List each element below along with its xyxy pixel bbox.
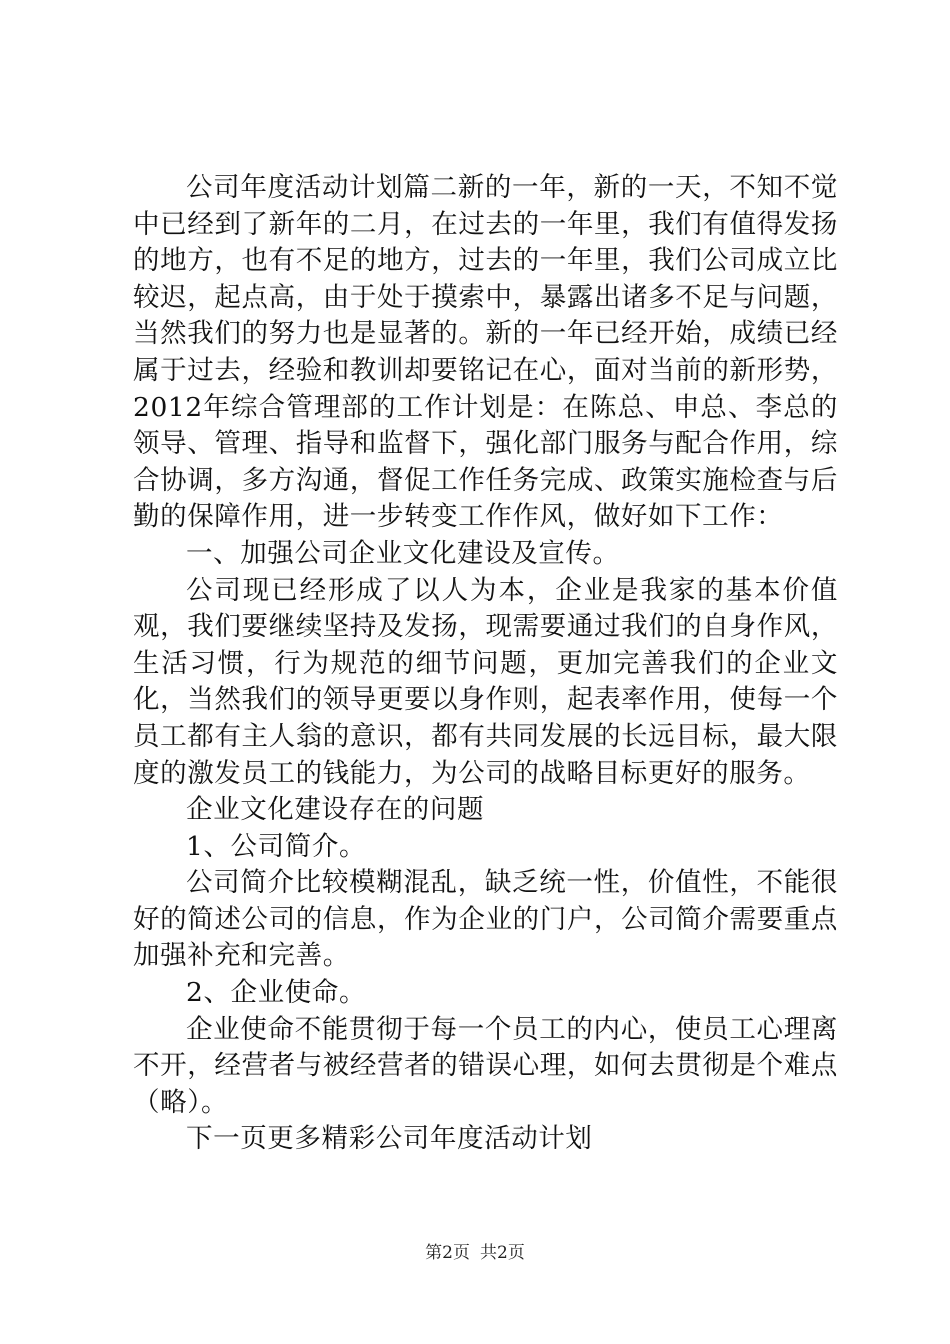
page-footer xyxy=(0,1242,950,1264)
paragraph-intro: 公司年度活动计划篇二新的一年，新的一天，不知不觉中已经到了新年的二月，在过去的一年里，我们有值得发扬的地方，也有不足的地方，过去的一年里，我们公司成立比较迟，起点高，由于处于摸索中，暴露出诸多不足与问题，当然我们的努力也是显著的。新的一年已经开始，成绩已经属于过去，经验和教训却要铭记在心，面对当前的新形势，2012年综合管理部的工作计划是：在陈总、申总、李总的领导、管理、指导和监督下，强化部门服务与配合作用，综合协调，多方沟通，督促工作任务完成、政策实施检查与后勤的保障作用，进一步转变工作作风，做好如下工作： xyxy=(133,172,838,533)
document-body xyxy=(133,170,838,1158)
paragraph-company-profile: 公司简介比较模糊混乱，缺乏统一性，价值性，不能很好的简述公司的信息，作为企业的门户，公司简介需要重点加强补充和完善。 xyxy=(133,867,838,972)
paragraph-enterprise-mission: 企业使命不能贯彻于每一个员工的内心，使员工心理离不开，经营者与被经营者的错误心理，如何去贯彻是个难点（略）。 xyxy=(133,1013,838,1118)
page-total: 共2页 xyxy=(480,1243,525,1263)
next-page-link[interactable]: 下一页更多精彩公司年度活动计划 xyxy=(186,1123,593,1155)
heading-enterprise-mission: 2、企业使命。 xyxy=(186,977,367,1009)
heading-culture-problems: 企业文化建设存在的问题 xyxy=(186,794,485,826)
heading-company-profile: 1、公司简介。 xyxy=(186,830,367,862)
page-number: 第2页 xyxy=(425,1243,470,1263)
heading-culture-building: 一、加强公司企业文化建设及宣传。 xyxy=(186,537,620,569)
paragraph-culture-values: 公司现已经形成了以人为本，企业是我家的基本价值观，我们要继续坚持及发扬，现需要通过我们的自身作风，生活习惯，行为规范的细节问题，更加完善我们的企业文化，当然我们的领导更要以身作则，起表率作用，使每一个员工都有主人翁的意识，都有共同发展的长远目标，最大限度的激发员工的钱能力，为公司的战略目标更好的服务。 xyxy=(133,574,838,789)
